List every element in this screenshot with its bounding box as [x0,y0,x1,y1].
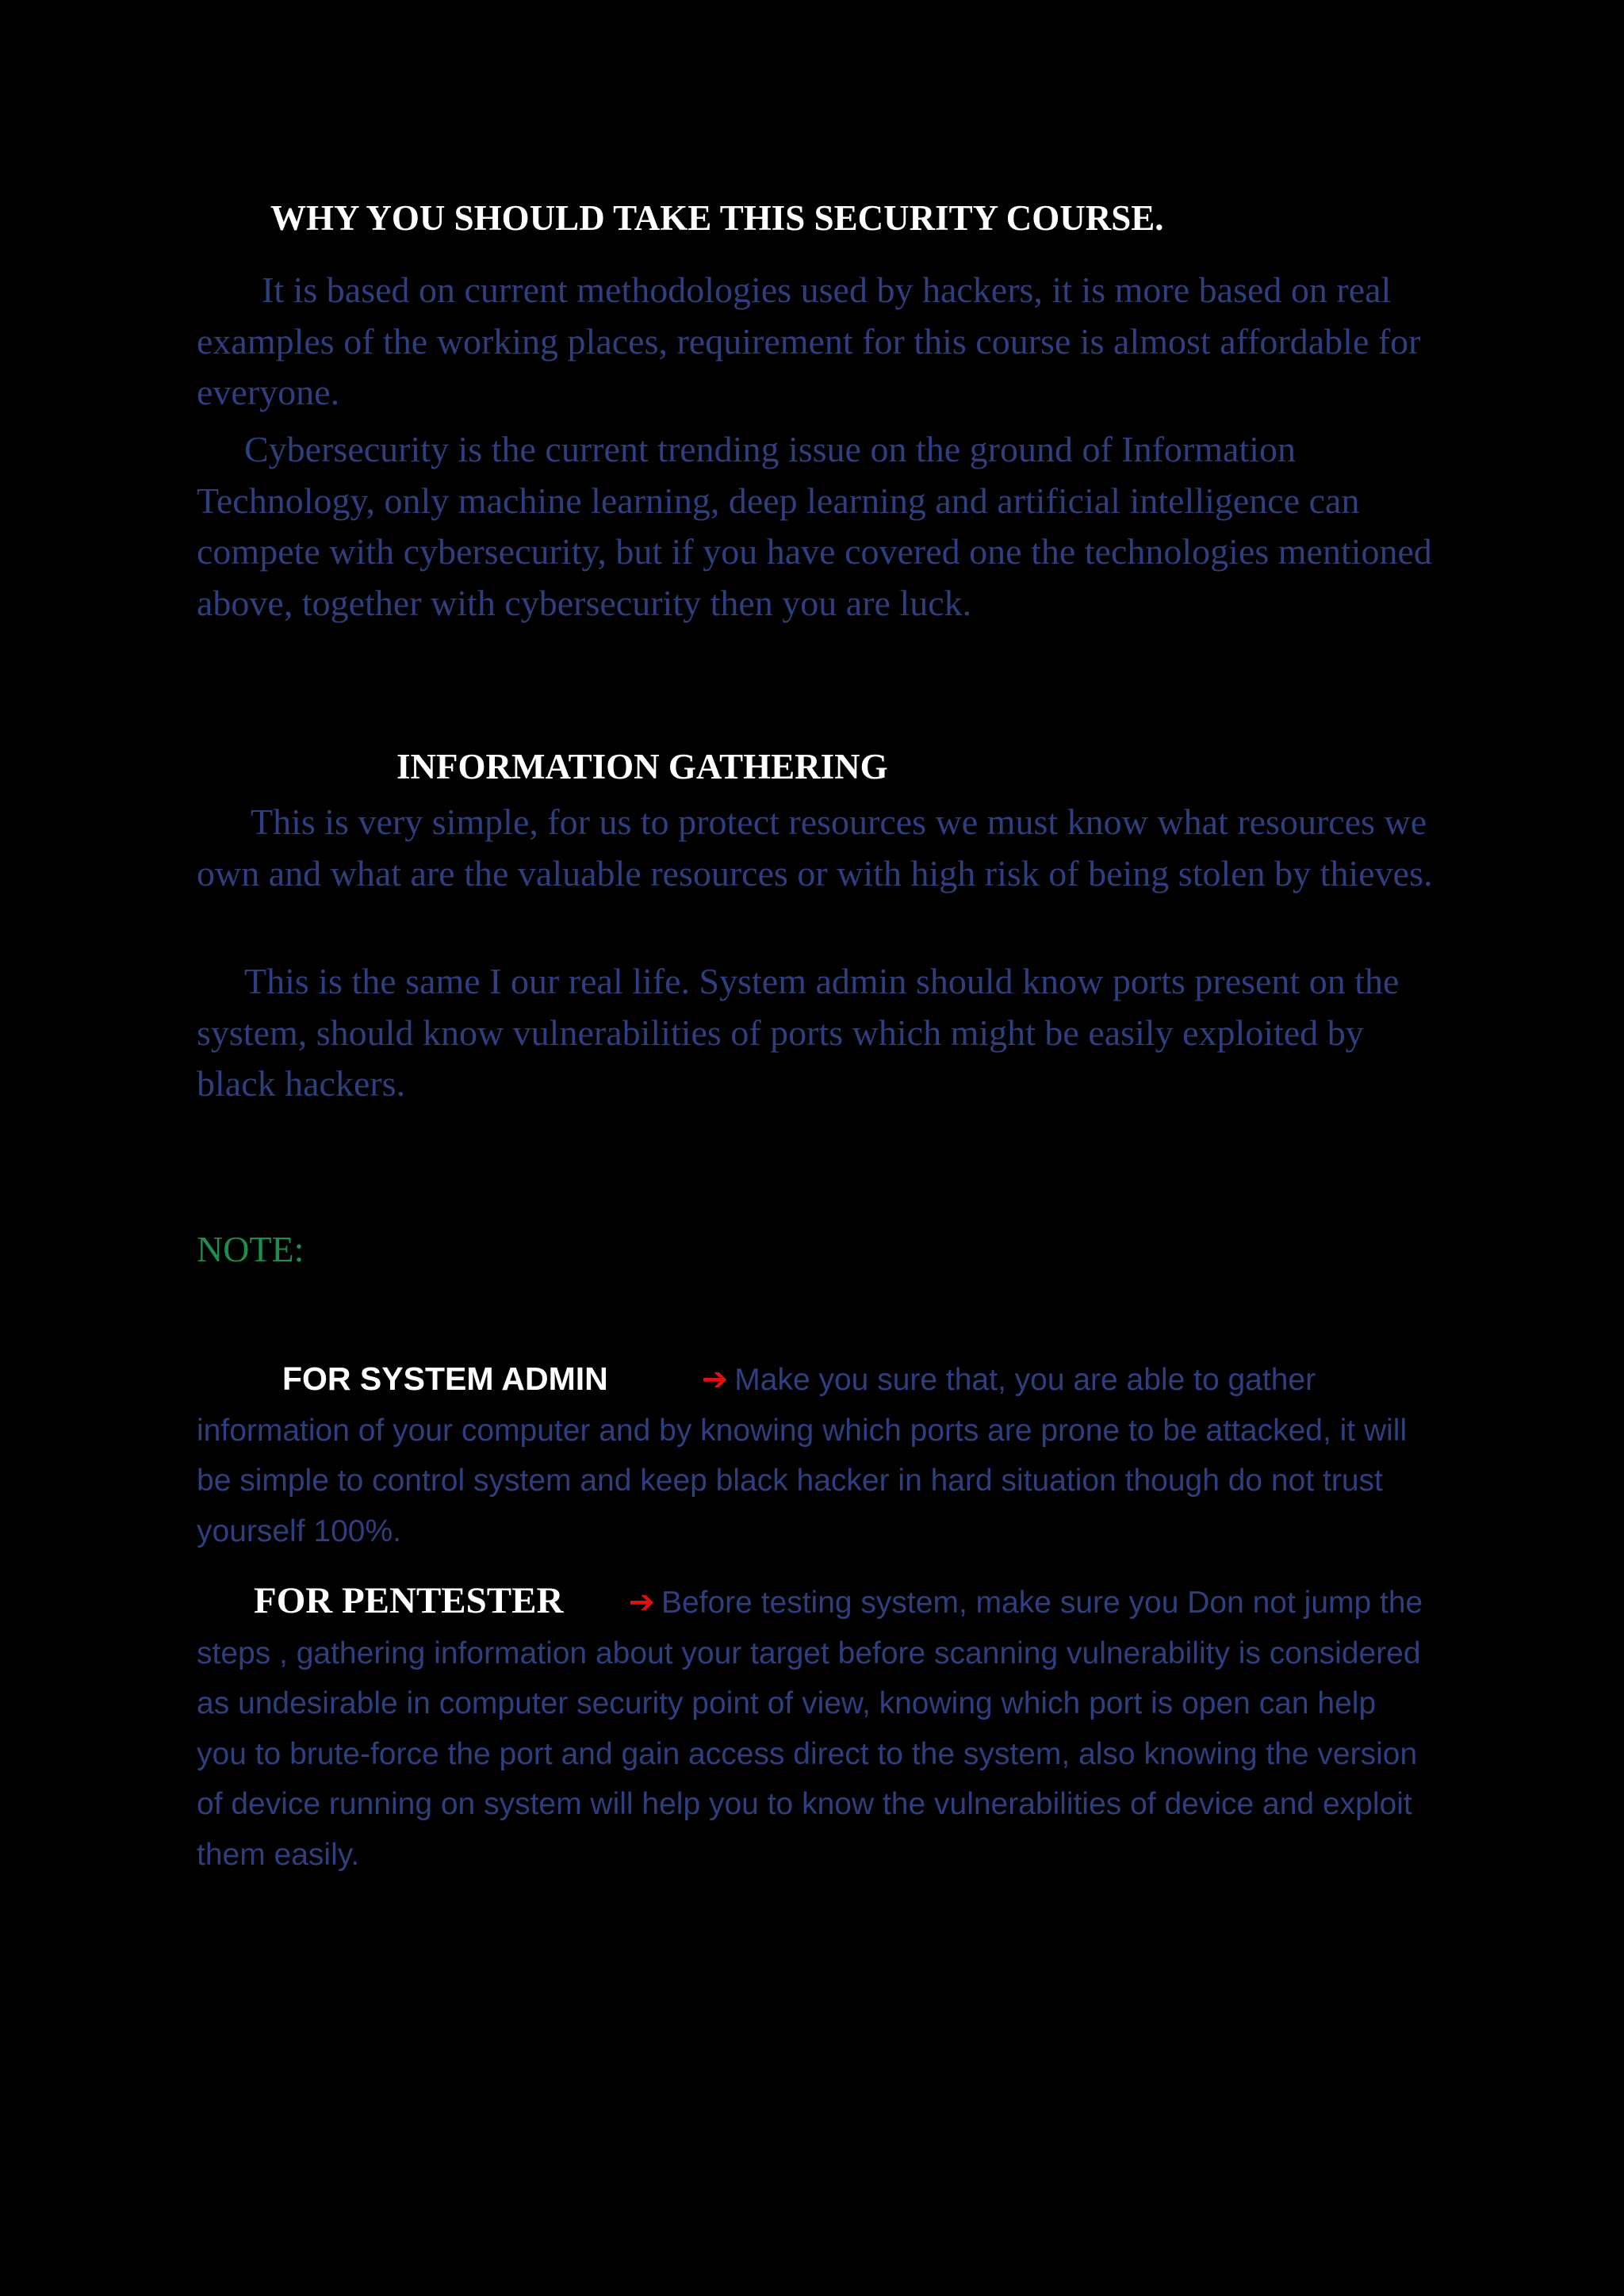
system-admin-label: FOR SYSTEM ADMIN [282,1360,608,1397]
note-label: NOTE: [197,1229,304,1269]
section-title-information-gathering: INFORMATION GATHERING [396,747,888,786]
pentester-label: FOR PENTESTER [254,1580,564,1621]
system-admin-text: Make you sure that, you are able to gather information of your computer and by knowing which ports are prone to be attacked, it will be simple to control system and keep black hacker in hard situation though do not trust yourself 100%. [197,1363,1408,1548]
pentester-text: Before testing system, make sure you Don not jump the steps , gathering information about your target before scanning vulnerability is considered as undesirable in computer security point of view, knowing which port is open can help you to brute-force the port and gain access direct to the system, also knowing the version of device running on system will help you to know the vulnerabilities of device and exploit them easily. [197,1586,1423,1872]
note-pentester [197,1576,1434,1880]
paragraph-methodologies: It is based on current methodologies used by hackers, it is more based on real examples of the working places, requirement for this course is almost affordable for everyone. [197,270,1421,412]
right-arrow-icon: ➔ [628,1584,655,1621]
right-arrow-icon: ➔ [701,1361,729,1398]
paragraph-system-admin-ports: This is the same I our real life. System admin should know ports present on the system, should know vulnerabilities of ports which might be easily exploited by black hackers. [197,961,1400,1104]
note-system-admin [197,1354,1434,1556]
section-title-why-course: WHY YOU SHOULD TAKE THIS SECURITY COURSE. [270,198,1164,238]
paragraph-protect-resources: This is very simple, for us to protect resources we must know what resources we own and what are the valuable resources or with high risk of being stolen by thieves. [197,802,1433,894]
paragraph-cybersecurity-trend: Cybersecurity is the current trending issue on the ground of Information Technology, only machine learning, deep learning and artificial intelligence can compete with cybersecurity, but if you have covered one the technologies mentioned above, together with cybersecurity then you are luck. [197,429,1432,623]
